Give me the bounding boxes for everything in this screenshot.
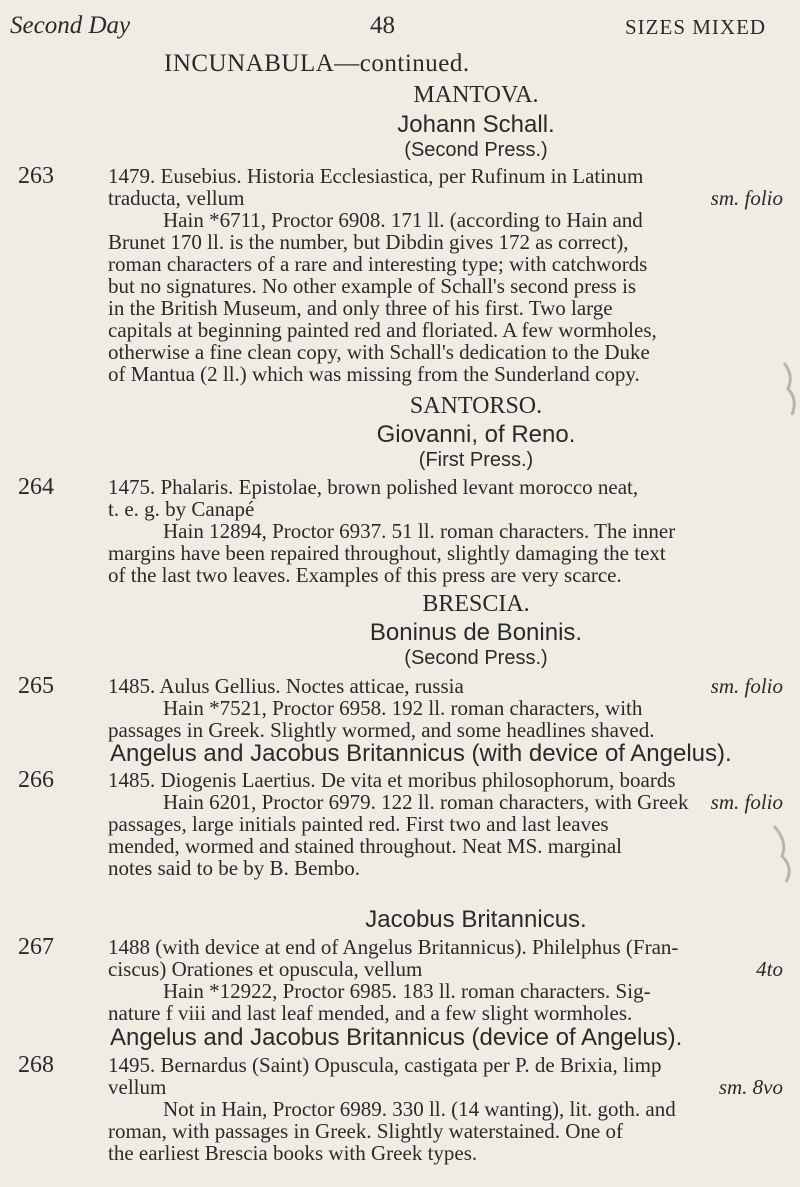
lot-line: roman, with passages in Greek. Slightly waterstained. One of: [108, 1119, 623, 1143]
lot-line: of the last two leaves. Examples of this press are very scarce.: [108, 563, 622, 587]
page-title: INCUNABULA—continued.: [164, 50, 470, 77]
lot-line: the earliest Brescia books with Greek types.: [108, 1141, 478, 1165]
bleed-through-mark: [754, 355, 800, 425]
lot-line: [108, 675, 783, 697]
lot-size: sm. folio: [710, 674, 783, 698]
lot-line: 1495. Bernardus (Saint) Opuscula, castigata per P. de Brixia, limp: [108, 1053, 662, 1077]
lot-text: 1485. Aulus Gellius. Noctes atticae, russia: [108, 674, 464, 698]
press-heading: (Second Press.): [404, 647, 548, 669]
running-header-right: SIZES MIXED: [625, 15, 767, 39]
lot-size: sm. folio: [710, 790, 783, 814]
lot-line: [108, 958, 783, 980]
lot-line: t. e. g. by Canapé: [108, 497, 255, 521]
lot-size: sm. 8vo: [718, 1075, 783, 1099]
lot-line: notes said to be by B. Bembo.: [108, 856, 360, 880]
lot-line: of Mantua (2 ll.) which was missing from the Sunderland copy.: [108, 362, 640, 386]
lot-text: vellum: [108, 1075, 167, 1099]
lot-line: Brunet 170 ll. is the number, but Dibdin gives 172 as correct),: [108, 230, 629, 254]
printer-heading-giovanni: Giovanni, of Reno.: [376, 421, 576, 448]
lot-line: [108, 1076, 783, 1098]
lot-line: Hain *12922, Proctor 6985. 183 ll. roman characters. Sig-: [163, 979, 651, 1003]
lot-line: [108, 187, 783, 209]
bleed-through-mark: [754, 820, 800, 890]
lot-line: 1485. Diogenis Laertius. De vita et moribus philosophorum, boards: [108, 768, 676, 792]
lot-number: 268: [18, 1052, 54, 1078]
lot-line: Hain 12894, Proctor 6937. 51 ll. roman characters. The inner: [163, 519, 676, 543]
lot-line: Hain *7521, Proctor 6958. 192 ll. roman characters, with: [163, 696, 643, 720]
place-heading-mantova: MANTOVA.: [413, 82, 539, 108]
lot-text: traducta, vellum: [108, 186, 245, 210]
lot-size: 4to: [756, 957, 783, 981]
printer-heading-schall: Johann Schall.: [397, 111, 555, 138]
printer-heading-angelus-jacobus: Angelus and Jacobus Britannicus (device of Angelus).: [110, 1024, 683, 1051]
printer-heading-boninus: Boninus de Boninis.: [369, 619, 583, 646]
lot-line: margins have been repaired throughout, slightly damaging the text: [108, 541, 666, 565]
press-heading: (First Press.): [418, 449, 534, 471]
lot-line: passages in Greek. Slightly wormed, and some headlines shaved.: [108, 718, 655, 742]
lot-line: Hain *6711, Proctor 6908. 171 ll. (according to Hain and: [163, 208, 643, 232]
lot-line: otherwise a fine clean copy, with Schall's dedication to the Duke: [108, 340, 650, 364]
lot-line: capitals at beginning painted red and floriated. A few wormholes,: [108, 318, 657, 342]
lot-line: nature f viii and last leaf mended, and a few slight wormholes.: [108, 1001, 633, 1025]
lot-text: ciscus) Orationes et opuscula, vellum: [108, 957, 423, 981]
lot-line: Not in Hain, Proctor 6989. 330 ll. (14 wanting), lit. goth. and: [163, 1097, 676, 1121]
lot-number: 266: [18, 767, 54, 793]
lot-line: but no signatures. No other example of Schall's second press is: [108, 274, 637, 298]
lot-entry: [108, 165, 783, 385]
lot-entry: [108, 1054, 783, 1164]
lot-line: roman characters of a rare and interesting type; with catchwords: [108, 252, 648, 276]
page-number: 48: [370, 12, 395, 39]
lot-line: 1475. Phalaris. Epistolae, brown polished levant morocco neat,: [108, 475, 639, 499]
printer-heading-angelus: Angelus and Jacobus Britannicus (with device of Angelus).: [110, 740, 732, 767]
running-header-left: Second Day: [10, 12, 131, 39]
lot-entry: [108, 476, 783, 586]
lot-line: Hain 6201, Proctor 6979. 122 ll. roman characters, with Greek: [163, 790, 689, 814]
lot-number: 264: [18, 474, 54, 500]
place-heading-brescia: BRESCIA.: [422, 591, 530, 617]
lot-line: 1488 (with device at end of Angelus Britannicus). Philelphus (Fran-: [108, 935, 679, 959]
lot-line: mended, wormed and stained throughout. Neat MS. marginal: [108, 834, 623, 858]
printer-heading-jacobus: Jacobus Britannicus.: [365, 906, 587, 933]
lot-line: in the British Museum, and only three of his first. Two large: [108, 296, 613, 320]
lot-number: 263: [18, 163, 54, 189]
press-heading: (Second Press.): [404, 139, 548, 161]
lot-line: passages, large initials painted red. First two and last leaves: [108, 812, 609, 836]
lot-number: 267: [18, 934, 54, 960]
lot-entry: [108, 675, 783, 741]
lot-entry: [108, 769, 783, 879]
lot-number: 265: [18, 673, 54, 699]
place-heading-santorso: SANTORSO.: [409, 393, 543, 419]
lot-size: sm. folio: [710, 186, 783, 210]
lot-line: 1479. Eusebius. Historia Ecclesiastica, per Rufinum in Latinum: [108, 164, 644, 188]
lot-entry: [108, 936, 783, 1024]
